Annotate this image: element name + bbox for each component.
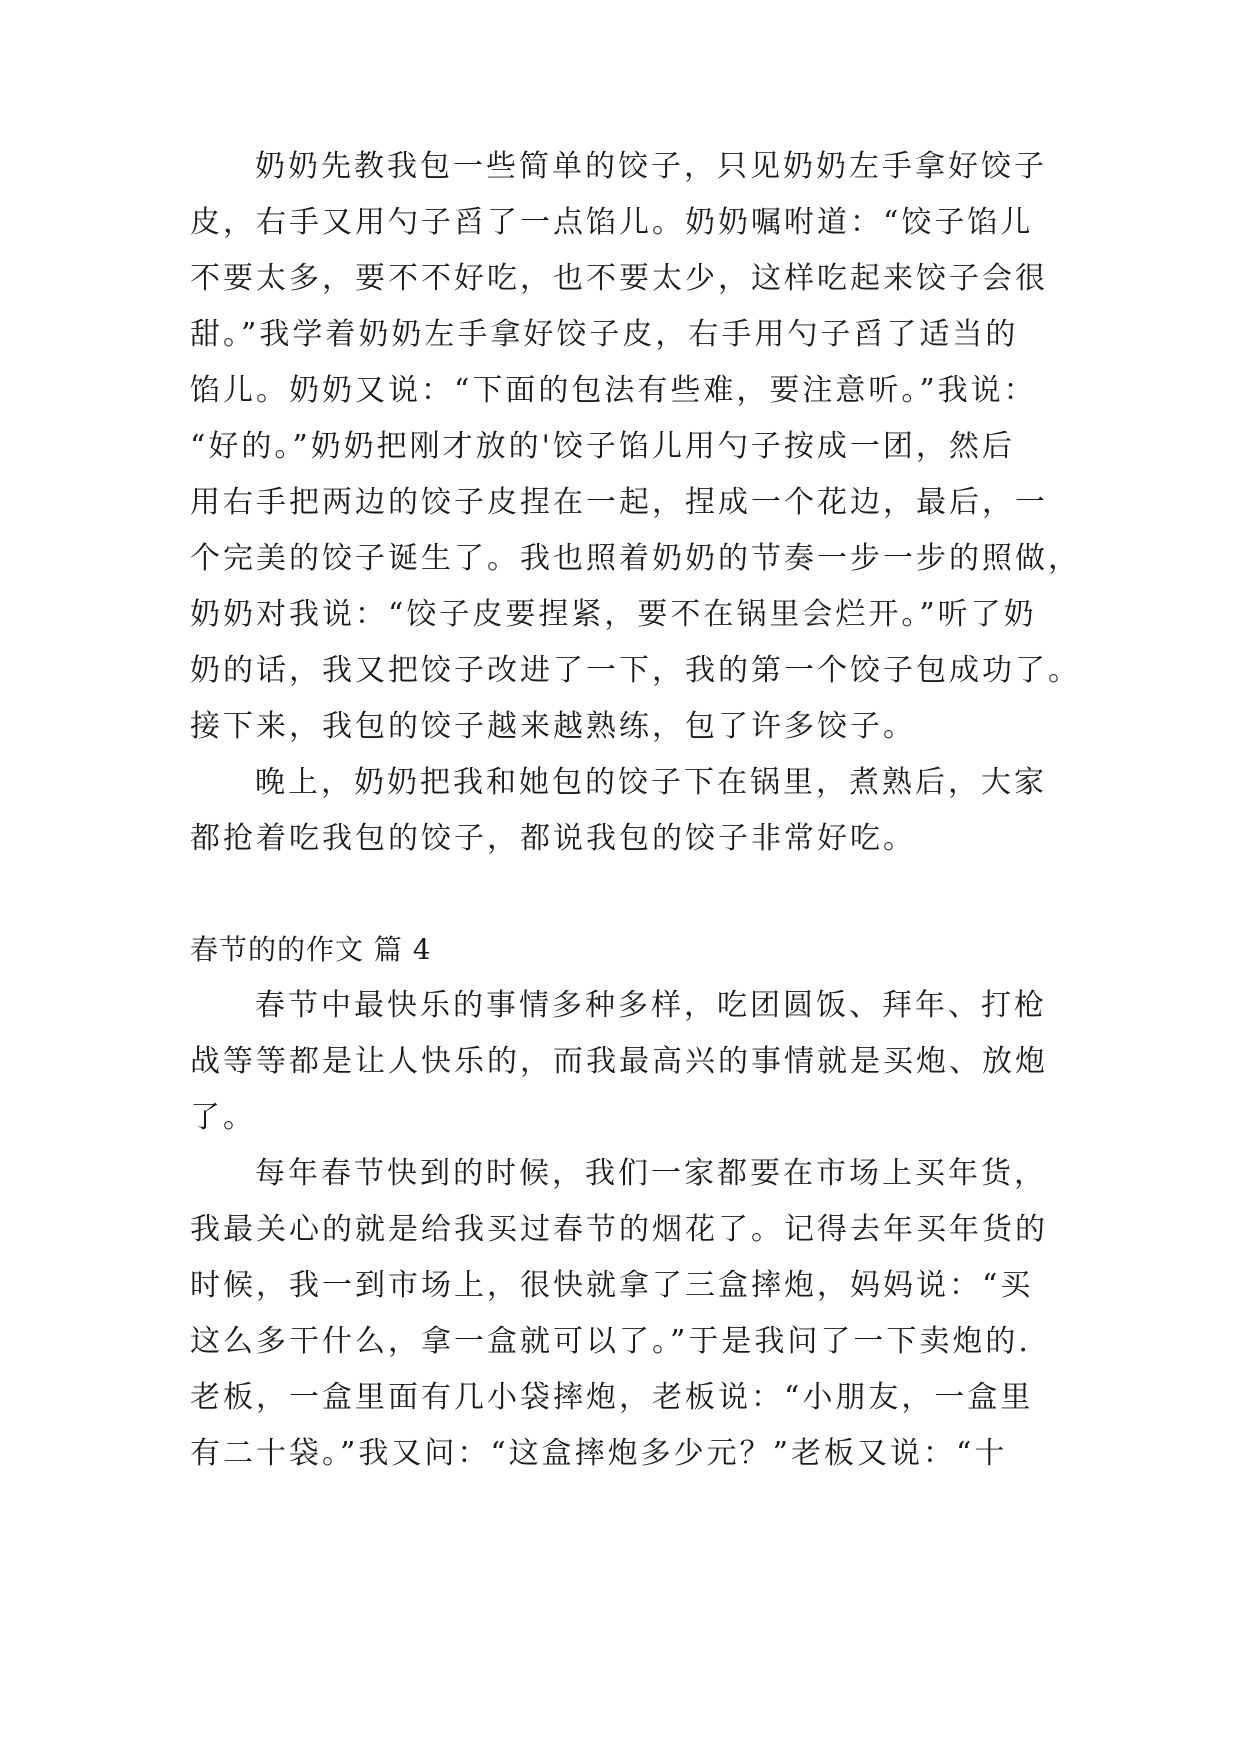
paragraph-line: 奶奶对我说：“饺子皮要捏紧，要不在锅里会烂开。”听了奶 <box>190 597 1037 632</box>
paragraph-line: 我最关心的就是给我买过春节的烟花了。记得去年买年货的 <box>190 1212 1048 1247</box>
paragraph-line: 奶奶先教我包一些简单的饺子，只见奶奶左手拿好饺子 <box>255 149 1047 184</box>
paragraph-line: 奶的话，我又把饺子改进了一下，我的第一个饺子包成功了。 <box>190 653 1081 688</box>
paragraph-line: 晚上，奶奶把我和她包的饺子下在锅里，煮熟后，大家 <box>255 765 1047 800</box>
paragraph-line: 老板，一盒里面有几小袋摔炮，老板说：“小朋友，一盒里 <box>190 1380 1034 1415</box>
paragraph-line: 用右手把两边的饺子皮捏在一起，捏成一个花边，最后，一 <box>190 485 1048 520</box>
paragraph-line: 馅儿。奶奶又说：“下面的包法有些难，要注意听。”我说： <box>190 373 1037 408</box>
paragraph-line: 不要太多，要不不好吃，也不要太少，这样吃起来饺子会很 <box>190 261 1048 296</box>
paragraph-line: 春节中最快乐的事情多种多样，吃团圆饭、拜年、打枪 <box>255 988 1047 1023</box>
paragraph-line: 了。 <box>190 1100 256 1135</box>
paragraph-line: “好的。”奶奶把刚才放的'饺子馅儿用勺子按成一团，然后 <box>190 429 1015 464</box>
paragraph-line: 都抢着吃我包的饺子，都说我包的饺子非常好吃。 <box>190 821 916 856</box>
paragraph-line: 战等等都是让人快乐的，而我最高兴的事情就是买炮、放炮 <box>190 1044 1048 1079</box>
paragraph-line: 皮，右手又用勺子舀了一点馅儿。奶奶嘱咐道：“饺子馅儿 <box>190 205 1034 240</box>
paragraph-line: 每年春节快到的时候，我们一家都要在市场上买年货， <box>255 1156 1047 1191</box>
paragraph-line: 个完美的饺子诞生了。我也照着奶奶的节奏一步一步的照做， <box>190 541 1081 576</box>
paragraph-line: 接下来，我包的饺子越来越熟练，包了许多饺子。 <box>190 709 916 744</box>
paragraph-line: 有二十袋。”我又问：“这盒摔炮多少元？”老板又说：“十 <box>190 1436 1008 1471</box>
paragraph-line: 这么多干什么，拿一盒就可以了。”于是我问了一下卖炮的. <box>190 1324 1031 1359</box>
paragraph-line: 甜。”我学着奶奶左手拿好饺子皮，右手用勺子舀了适当的 <box>190 317 1019 352</box>
section-heading: 春节的的作文 篇 4 <box>190 933 432 966</box>
paragraph-line: 时候，我一到市场上，很快就拿了三盒摔炮，妈妈说：“买 <box>190 1268 1034 1303</box>
